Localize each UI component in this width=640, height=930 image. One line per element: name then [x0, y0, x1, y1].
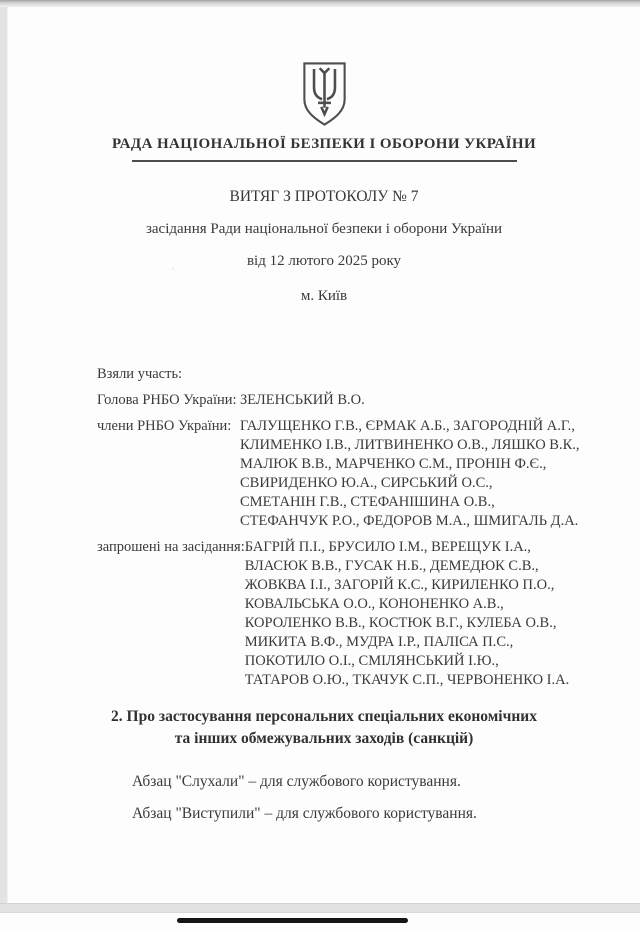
doc-title: ВИТЯГ З ПРОТОКОЛУ № 7 [229, 188, 419, 205]
invited-line: МИКИТА В.Ф., МУДРА І.Р., ПАЛІСА П.С., [244, 634, 514, 650]
agenda-heading-line1: 2. Про застосування персональних спеціальних економічних [111, 708, 537, 725]
participants-section [97, 364, 634, 690]
members-line: СМЕТАНІН Г.В., СТЕФАНІШИНА О.В., [240, 494, 495, 510]
invited-line: ЖОВКВА І.І., ЗАГОРІЙ К.С., КИРИЛЕНКО П.О., [244, 577, 555, 593]
chairman-name: ЗЕЛЕНСЬКИЙ В.О. [240, 392, 365, 408]
members-line: СТЕФАНЧУК Р.О., ФЕДОРОВ М.А., ШМИГАЛЬ Д.А. [240, 513, 579, 529]
members-line: ГАЛУЩЕНКО Г.В., ЄРМАК А.Б., ЗАГОРОДНІЙ А.Г., [240, 418, 575, 434]
chairman-label: Голова РНБО України: [97, 392, 237, 408]
agenda-heading-line2: та інших обмежувальних заходів (санкцій) [174, 730, 474, 747]
members-names [240, 417, 634, 531]
paragraph-vystupyly: Абзац "Виступили" – для службового користування. [132, 805, 477, 822]
invited-row [97, 538, 634, 690]
home-indicator[interactable] [177, 918, 408, 923]
members-line: МАЛЮК В.В., МАРЧЕНКО С.М., ПРОНІН Ф.Є., [240, 456, 547, 472]
doc-subtitle: засідання Ради національної безпеки і оборони України [145, 221, 503, 237]
ukraine-trident-emblem [300, 61, 349, 127]
members-line: СВИРИДЕНКО Ю.А., СИРСЬКИЙ О.С., [240, 475, 493, 491]
invited-line: ТАТАРОВ О.Ю., ТКАЧУК С.П., ЧЕРВОНЕНКО І.А. [244, 672, 570, 688]
home-indicator-area [0, 913, 640, 930]
participants-heading: Взяли участь: [97, 366, 183, 382]
paragraph-sluhaly: Абзац "Слухали" – для службового користування. [132, 773, 461, 790]
doc-place: м. Київ [300, 288, 348, 304]
viewer-left-edge [0, 7, 8, 903]
invited-line: БАГРІЙ П.І., БРУСИЛО І.М., ВЕРЕЩУК І.А., [244, 539, 531, 555]
invited-line: КОРОЛЕНКО В.В., КОСТЮК В.Г., КУЛЕБА О.В., [244, 615, 557, 631]
invited-line: ВЛАСЮК В.В., ГУСАК Н.Б., ДЕМЕДЮК С.В., [244, 558, 539, 574]
header-rule [132, 160, 517, 162]
viewer-top-edge [0, 0, 640, 7]
viewer-bottom-edge [0, 903, 640, 913]
invited-label: запрошені на засідання: [97, 539, 245, 555]
agenda-item-heading [8, 706, 640, 750]
members-line: КЛИМЕНКО І.В., ЛИТВИНЕНКО О.В., ЛЯШКО В.К., [240, 437, 580, 453]
doc-date: від 12 лютого 2025 року [246, 253, 402, 269]
invited-names [245, 538, 634, 690]
invited-line: КОВАЛЬСЬКА О.О., КОНОНЕНКО А.В., [244, 596, 504, 612]
scan-artifact: ‚ [168, 256, 176, 273]
members-row [97, 417, 634, 531]
members-label: члени РНБО України: [97, 418, 232, 434]
org-name: РАДА НАЦІОНАЛЬНОЇ БЕЗПЕКИ І ОБОРОНИ УКРАЇНИ [111, 136, 537, 152]
invited-line: ПОКОТИЛО О.І., СМІЛЯНСЬКИЙ І.Ю., [244, 653, 499, 669]
document-page [8, 7, 640, 903]
chairman-row [97, 391, 634, 410]
